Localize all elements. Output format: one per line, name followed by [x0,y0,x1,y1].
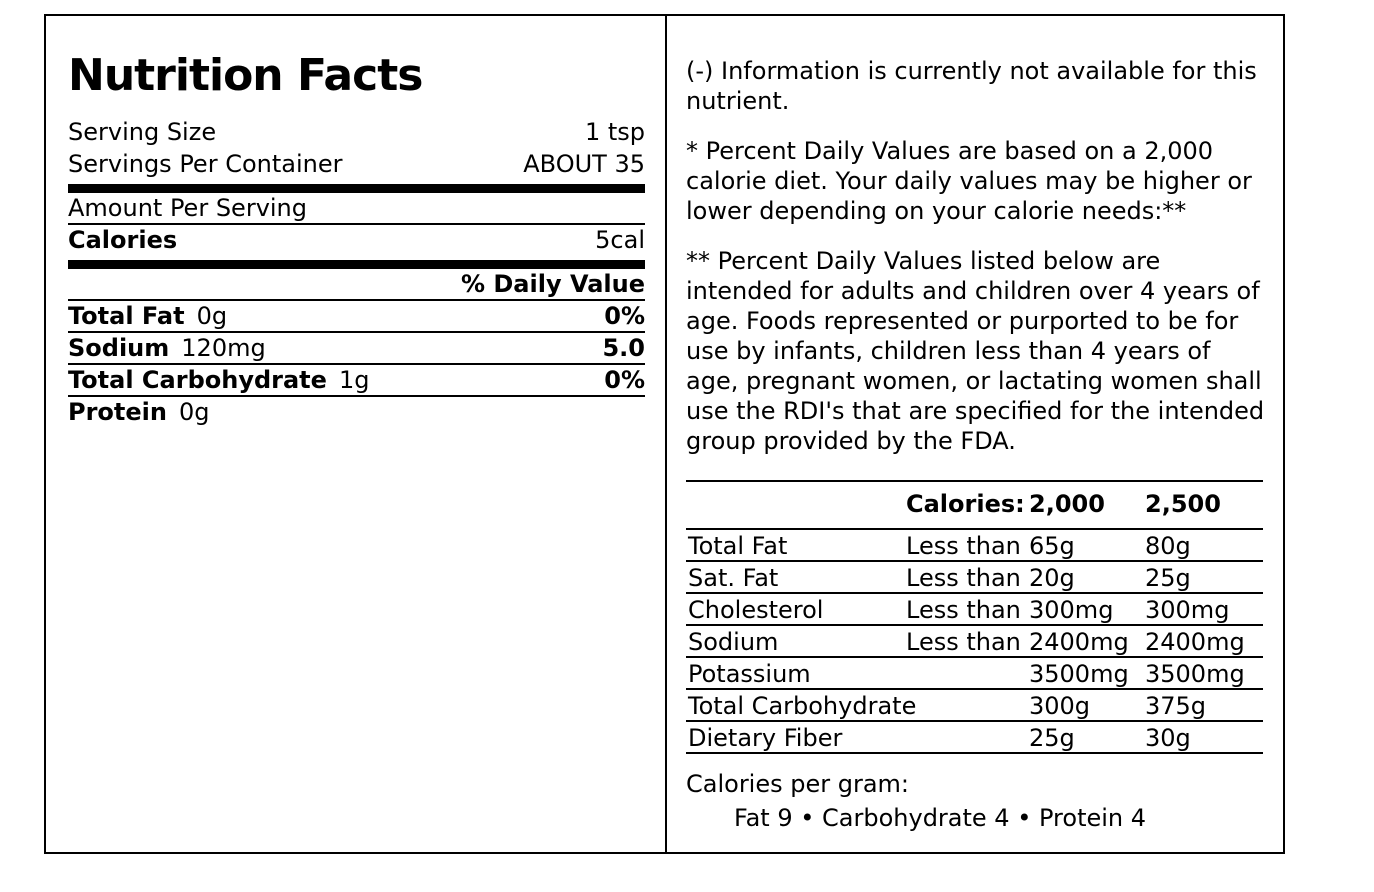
nutrient-row [68,300,645,332]
servings-per-container-row [68,148,645,180]
dv-nutrient: Sat. Fat [688,564,779,592]
nutrient-name: Sodium [68,334,170,362]
dv-table-row [686,562,1263,594]
nutrient-name: Total Fat [68,302,185,330]
dv-2000-value: 300g [1029,692,1091,720]
nutrient-row [68,332,645,364]
dv-nutrient: Dietary Fiber [688,724,843,752]
nutrient-name: Protein [68,398,167,426]
dv-qualifier: Less than [906,596,1021,624]
nutrient-amount: 1g [338,366,370,394]
dv-2000-value: 25g [1029,724,1075,752]
serving-size-value: 1 tsp [584,118,645,146]
nutrition-panel [44,14,1285,854]
nutrient-name: Total Carbohydrate [68,366,327,394]
not-available-note: (-) Information is currently not available for this nutrient. [686,57,1257,115]
nutrient-row [68,396,645,428]
thin-divider [686,752,1263,754]
dv-header-2000: 2,000 [1029,490,1105,518]
amount-per-serving-label: Amount Per Serving [68,194,308,222]
dv-2500-value: 3500mg [1145,660,1245,688]
thin-divider [686,480,1263,482]
dv-2000-value: 20g [1029,564,1075,592]
dv-table-row [686,690,1263,722]
dv-2500-value: 30g [1145,724,1191,752]
dv-table-row [686,530,1263,562]
dv-table-row [686,658,1263,690]
dv-2500-value: 300mg [1145,596,1230,624]
column-divider [665,16,667,852]
dv-2000-value: 65g [1029,532,1075,560]
nutrient-amount: 0g [178,398,210,426]
dv-2500-value: 2400mg [1145,628,1245,656]
dv-qualifier: Less than [906,532,1021,560]
calories-per-gram-label: Calories per gram: [686,770,910,798]
serving-size-row [68,116,645,148]
dv-table-header [686,488,1263,520]
dv-header-label: Calories: [906,490,1025,518]
dv-table-row [686,626,1263,658]
dv-nutrient: Cholesterol [688,596,824,624]
calories-label: Calories [68,226,178,254]
nutrition-facts-title: Nutrition Facts [68,50,423,101]
dv-2000-value: 300mg [1029,596,1114,624]
nutrient-amount: 120mg [181,334,266,362]
nutrient-row [68,364,645,396]
dv-2500-value: 80g [1145,532,1191,560]
dv-2500-value: 375g [1145,692,1207,720]
nutrient-daily-value: 5.0 [602,334,645,362]
serving-size-label: Serving Size [68,118,217,146]
percent-dv-basis-note: * Percent Daily Values are based on a 2,000 calorie diet. Your daily values may be higher or lower depending on your calorie needs:** [686,137,1252,225]
dv-qualifier: Less than [906,628,1021,656]
dv-nutrient: Potassium [688,660,811,688]
servings-per-container-value: ABOUT 35 [523,150,645,178]
nutrient-amount: 0g [196,302,228,330]
nutrient-daily-value: 0% [604,302,645,330]
dv-2000-value: 2400mg [1029,628,1129,656]
dv-table-row [686,594,1263,626]
dv-nutrient: Total Carbohydrate [688,692,917,720]
calories-row [68,224,645,256]
amount-per-serving-row [68,192,645,224]
calories-per-gram-values: Fat 9 • Carbohydrate 4 • Protein 4 [734,804,1147,832]
calories-value: 5cal [595,226,645,254]
dv-nutrient: Total Fat [688,532,788,560]
servings-per-container-label: Servings Per Container [68,150,343,178]
dv-header-2500: 2,500 [1145,490,1221,518]
dv-nutrient: Sodium [688,628,779,656]
percent-dv-listed-note: ** Percent Daily Values listed below are intended for adults and children over 4 years of age. Foods represented or purported to be for use by infants, children less than 4 years of age, pregnant women, or lactating women shall use the RDI's that are specified for the intended group provided by the FDA. [686,247,1265,455]
dv-2500-value: 25g [1145,564,1191,592]
dv-table-row [686,722,1263,754]
daily-value-header-row [68,268,645,300]
dv-2000-value: 3500mg [1029,660,1129,688]
nutrient-daily-value: 0% [604,366,645,394]
dv-qualifier: Less than [906,564,1021,592]
daily-value-header: % Daily Value [460,270,645,298]
